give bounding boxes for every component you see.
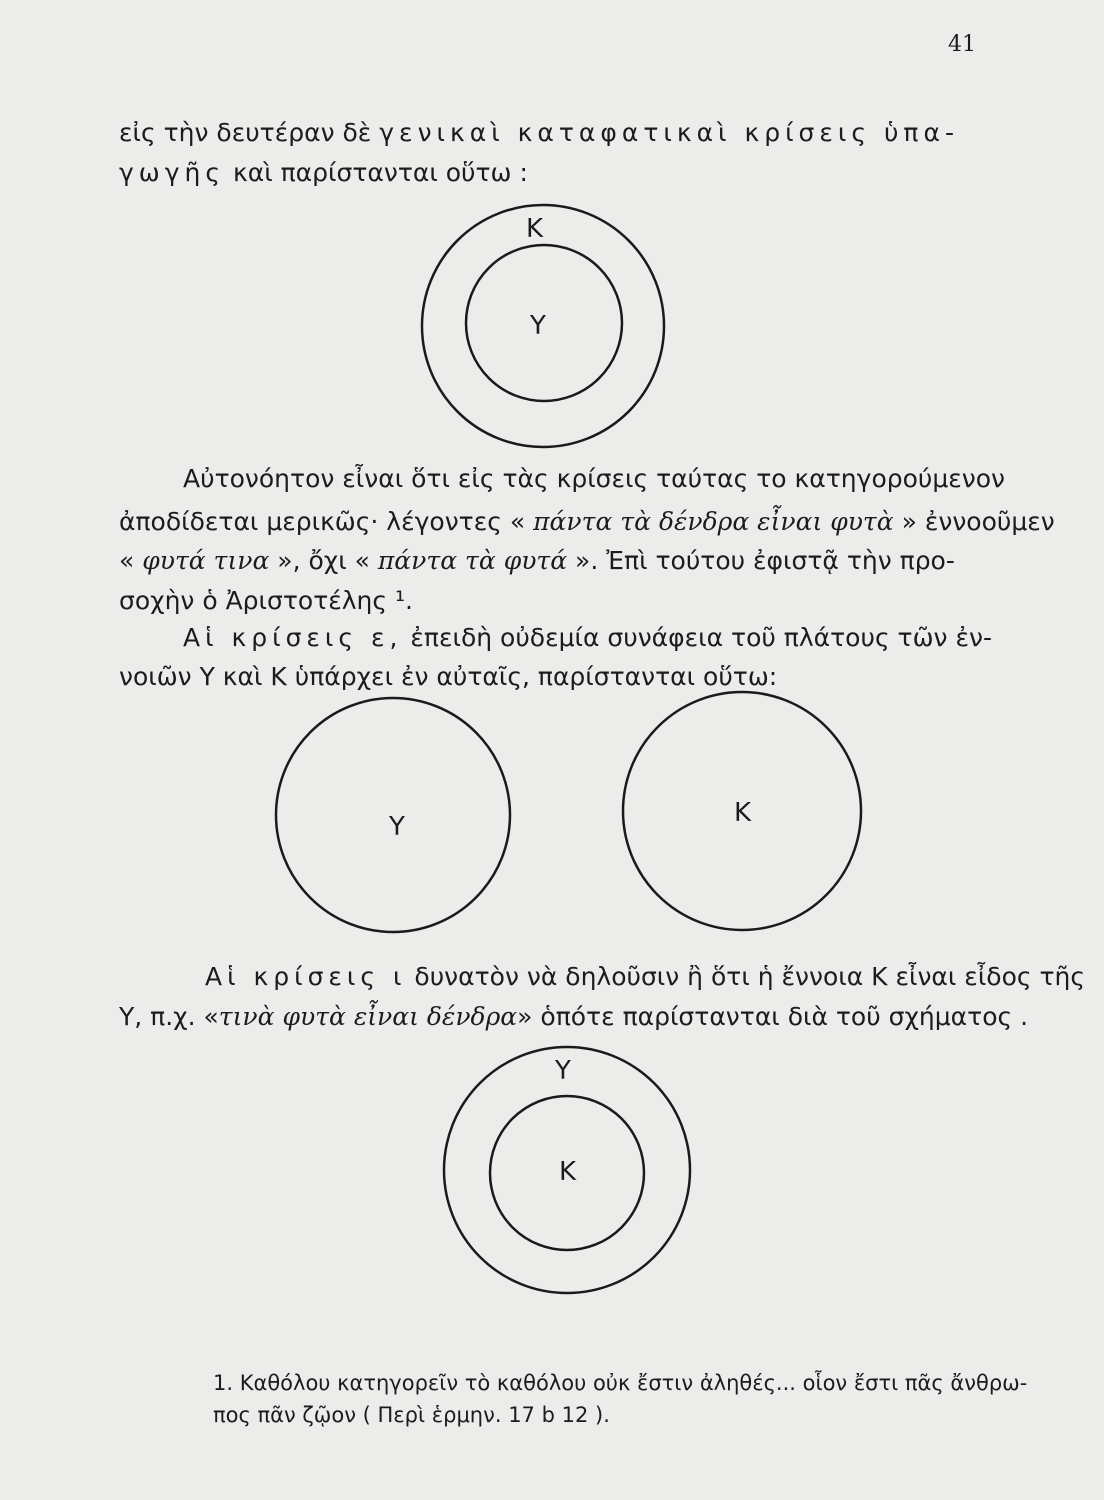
text: », ὄχι « xyxy=(269,546,378,575)
text: ἐπειδὴ οὐδεμία συνάφεια τοῦ πλάτους τῶν ἐν- xyxy=(402,623,992,652)
footnote-line2: πος πᾶν ζῷον ( Περὶ ἑρμην. 17 b 12 ). xyxy=(213,1403,610,1427)
fig2-left-label: Υ xyxy=(389,812,405,842)
text: δυνατὸν νὰ δηλοῦσιν ἢ ὅτι ἡ ἔννοια Κ εἶναι εἶδος τῆς xyxy=(406,962,1086,991)
text: καὶ παρίστανται οὕτω : xyxy=(225,158,528,187)
text: « xyxy=(119,546,143,575)
footnote-line1: 1. Καθόλου κατηγορεῖν τὸ καθόλου οὐκ ἔστιν ἀληθές... οἷον ἔστι πᾶς ἄνθρω- xyxy=(213,1371,1028,1395)
text: ». Ἐπὶ τούτου ἐφιστᾷ τὴν προ- xyxy=(567,546,955,575)
italic-quote: πάντα τὰ δένδρα εἶναι φυτὰ xyxy=(533,507,894,536)
fig1-inner-label: Υ xyxy=(530,311,546,341)
text: εἰς τὴν δευτέραν δὲ xyxy=(119,118,380,147)
spaced-text: Αἱ κρίσεις ι xyxy=(205,962,407,991)
italic-quote: τινὰ φυτὰ εἶναι δένδρα xyxy=(218,1002,518,1031)
figure-2 xyxy=(276,692,861,932)
fig1-outer-label: Κ xyxy=(526,214,544,244)
text: » ὁπότε παρίστανται διὰ τοῦ σχήματος . xyxy=(517,1002,1029,1031)
para2-line4: σοχὴν ὁ Ἀριστοτέλης ¹. xyxy=(119,586,413,615)
text: Υ, π.χ. « xyxy=(119,1002,219,1031)
fig3-outer-label: Υ xyxy=(555,1056,571,1086)
italic-quote: πάντα τὰ φυτά xyxy=(377,546,568,575)
spaced-text: γωγῆς xyxy=(119,158,226,187)
fig3-inner-label: Κ xyxy=(559,1157,577,1187)
fig2-right-label: Κ xyxy=(734,798,752,828)
spaced-text: γενικαὶ καταφατικαὶ κρίσεις ὑπα- xyxy=(379,118,959,147)
page-number: 41 xyxy=(948,32,976,57)
italic-quote: φυτά τινα xyxy=(142,546,270,575)
para2-line1: Αὐτονόητον εἶναι ὅτι εἰς τὰς κρίσεις ταύτας το κατηγορούμενον xyxy=(183,464,1006,493)
text: » ἐννοοῦμεν xyxy=(893,507,1055,536)
para2-line6: νοιῶν Υ καὶ Κ ὑπάρχει ἐν αὐταῖς, παρίστανται οὕτω: xyxy=(119,662,778,691)
spaced-text: Αἱ κρίσεις ε, xyxy=(183,623,403,652)
text: ἀποδίδεται μερικῶς· λέγοντες « xyxy=(119,507,534,536)
